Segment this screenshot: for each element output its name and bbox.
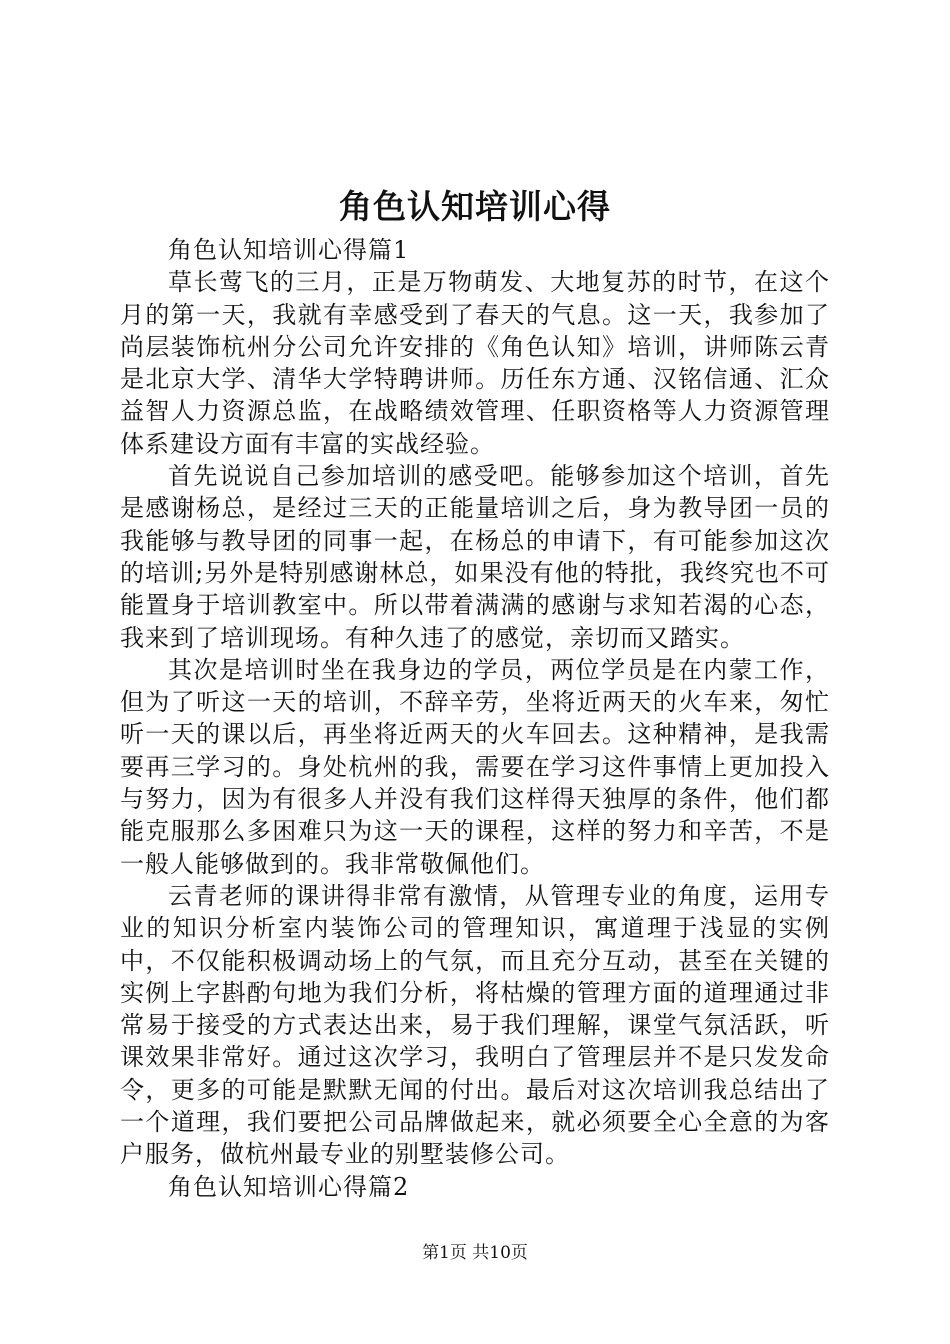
section-heading: 角色认知培训心得篇1 [168, 236, 410, 264]
section-heading: 角色认知培训心得篇2 [168, 1172, 410, 1201]
page-number: 第1页 [422, 1243, 467, 1263]
page-total: 共10页 [472, 1243, 528, 1263]
body-paragraph: 首先说说自己参加培训的感受吧。能够参加这个培训，首先是感谢杨总，是经过三天的正能量培训之后，身为教导团一员的我能够与教导团的同事一起，在杨总的申请下，有可能参加这次的培训;另外是特别感谢林总，如果没有他的特批，我终究也不可能置身于培训教室中。所以带着满满的感谢与求知若渴的心态，我来到了培训现场。有种久违了的感觉，亲切而又踏实。 [120, 462, 830, 652]
page-footer [0, 1241, 950, 1265]
body-paragraph: 其次是培训时坐在我身边的学员，两位学员是在内蒙工作，但为了听这一天的培训，不辞辛劳，坐将近两天的火车来，匆忙听一天的课以后，再坐将近两天的火车回去。这种精神，是我需要再三学习的。身处杭州的我，需要在学习这件事情上更加投入与努力，因为有很多人并没有我们这样得天独厚的条件，他们都能克服那么多困难只为这一天的课程，这样的努力和辛苦，不是一般人能够做到的。我非常敬佩他们。 [120, 655, 830, 878]
body-paragraph: 草长莺飞的三月，正是万物萌发、大地复苏的时节，在这个月的第一天，我就有幸感受到了春天的气息。这一天，我参加了尚层装饰杭州分公司允许安排的《角色认知》培训，讲师陈云青是北京大学、清华大学特聘讲师。历任东方通、汉铭信通、汇众益智人力资源总监，在战略绩效管理、任职资格等人力资源管理体系建设方面有丰富的实战经验。 [120, 268, 830, 458]
document-body [120, 234, 830, 1203]
document-title: 角色认知培训心得 [339, 187, 611, 226]
body-paragraph: 云青老师的课讲得非常有激情，从管理专业的角度，运用专业的知识分析室内装饰公司的管理知识，寓道理于浅显的实例中，不仅能积极调动场上的气氛，而且充分互动，甚至在关键的实例上字斟酌句地为我们分析，将枯燥的管理方面的道理通过非常易于接受的方式表达出来，易于我们理解，课堂气氛活跃，听课效果非常好。通过这次学习，我明白了管理层并不是只发发命令，更多的可能是默默无闻的付出。最后对这次培训我总结出了一个道理，我们要把公司品牌做起来，就必须要全心全意的为客户服务，做杭州最专业的别墅装修公司。 [120, 881, 830, 1169]
